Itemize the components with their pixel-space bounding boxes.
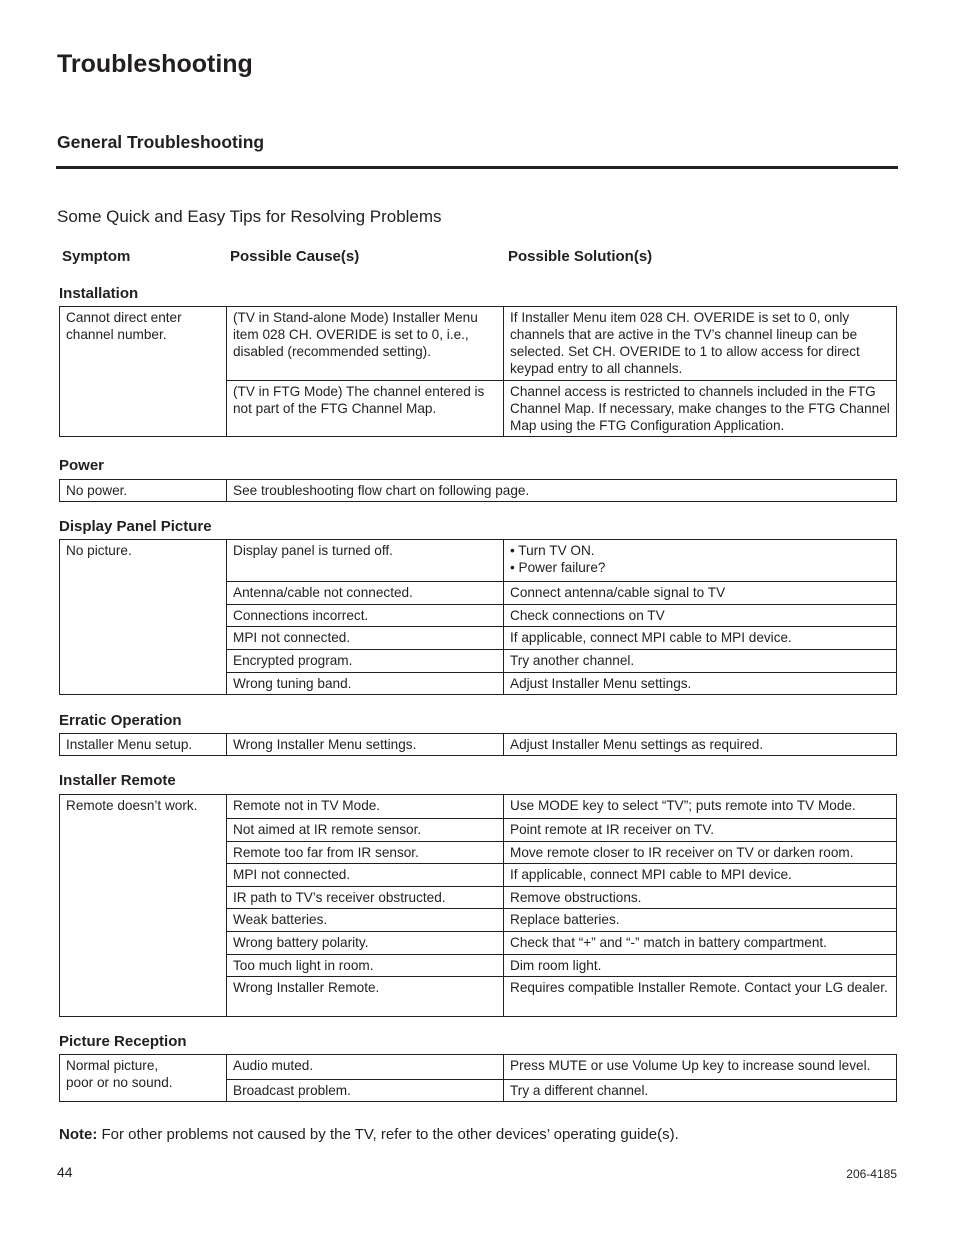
solution-cell: If Installer Menu item 028 CH. OVERIDE is set to 0, only channels that are active in the TV’s channel lineup can be selected. Set CH. OVERIDE to 1 to allow access for direct keypad entry to all channels.: [504, 307, 897, 381]
column-header-cause: Possible Cause(s): [230, 248, 360, 265]
cause-cell: MPI not connected.: [227, 864, 504, 887]
table-row: [60, 1055, 897, 1080]
symptom-cell: No picture.: [60, 540, 227, 695]
symptom-cell: Remote doesn’t work.: [60, 795, 227, 1017]
section-divider: [56, 166, 898, 169]
group-title-display: Display Panel Picture: [59, 518, 212, 535]
document-code: 206-4185: [846, 1167, 897, 1181]
group-title-erratic: Erratic Operation: [59, 712, 182, 729]
page-title: Troubleshooting: [57, 50, 253, 78]
cause-cell: Weak batteries.: [227, 909, 504, 932]
table-row: [60, 480, 897, 502]
symptom-cell: [60, 1055, 227, 1102]
solution-cell: Connect antenna/cable signal to TV: [504, 582, 897, 605]
solution-cell: Adjust Installer Menu settings as required.: [504, 734, 897, 756]
symptom-cell: Installer Menu setup.: [60, 734, 227, 756]
solution-cell: Check that “+” and “-” match in battery compartment.: [504, 932, 897, 955]
note: [59, 1126, 679, 1143]
solution-cell: Dim room light.: [504, 955, 897, 977]
solution-cell: Press MUTE or use Volume Up key to increase sound level.: [504, 1055, 897, 1080]
symptom-line: poor or no sound.: [66, 1075, 173, 1090]
solution-cell: If applicable, connect MPI cable to MPI device.: [504, 864, 897, 887]
cause-cell: (TV in Stand-alone Mode) Installer Menu item 028 CH. OVERIDE is set to 0, i.e., disabled (recommended setting).: [227, 307, 504, 381]
solution-cell: If applicable, connect MPI cable to MPI device.: [504, 627, 897, 650]
reception-table: [59, 1054, 897, 1102]
cause-cell: MPI not connected.: [227, 627, 504, 650]
column-header-symptom: Symptom: [62, 248, 131, 265]
power-table: [59, 479, 897, 502]
erratic-table: [59, 733, 897, 756]
cause-cell: Wrong Installer Menu settings.: [227, 734, 504, 756]
solution-cell: Try a different channel.: [504, 1080, 897, 1102]
group-title-power: Power: [59, 457, 105, 474]
subtitle: Some Quick and Easy Tips for Resolving Problems: [57, 207, 442, 226]
solution-cell: Channel access is restricted to channels included in the FTG Channel Map. If necessary, make changes to the FTG Channel Map using the FTG Configuration Application.: [504, 381, 897, 437]
table-row: [60, 795, 897, 819]
table-row: [60, 540, 897, 582]
solution-cell: [504, 540, 897, 582]
bullet-item: • Turn TV ON.: [510, 542, 890, 559]
cause-cell: Wrong battery polarity.: [227, 932, 504, 955]
installation-table: [59, 306, 897, 437]
cause-cell: Wrong Installer Remote.: [227, 977, 504, 1017]
solution-cell: Check connections on TV: [504, 605, 897, 627]
solution-cell: Remove obstructions.: [504, 887, 897, 909]
cause-cell: Audio muted.: [227, 1055, 504, 1080]
group-title-remote: Installer Remote: [59, 772, 176, 789]
symptom-cell: Cannot direct enter channel number.: [60, 307, 227, 437]
table-row: [60, 307, 897, 381]
solution-cell: Adjust Installer Menu settings.: [504, 673, 897, 695]
cause-cell: Not aimed at IR remote sensor.: [227, 819, 504, 842]
solution-cell: Requires compatible Installer Remote. Contact your LG dealer.: [504, 977, 897, 1017]
cause-cell: Remote too far from IR sensor.: [227, 842, 504, 864]
solution-cell: Use MODE key to select “TV”; puts remote into TV Mode.: [504, 795, 897, 819]
cause-cell: Antenna/cable not connected.: [227, 582, 504, 605]
group-title-installation: Installation: [59, 285, 139, 302]
solution-cell: Move remote closer to IR receiver on TV or darken room.: [504, 842, 897, 864]
note-label: Note:: [59, 1126, 98, 1143]
solution-bullets: [510, 542, 890, 576]
cause-cell: Broadcast problem.: [227, 1080, 504, 1102]
solution-cell: Point remote at IR receiver on TV.: [504, 819, 897, 842]
solution-cell: See troubleshooting flow chart on following page.: [227, 480, 897, 502]
display-table: [59, 539, 897, 695]
note-text: For other problems not caused by the TV, refer to the other devices’ operating guide(s).: [97, 1126, 679, 1143]
cause-cell: Connections incorrect.: [227, 605, 504, 627]
cause-cell: Wrong tuning band.: [227, 673, 504, 695]
cause-cell: Remote not in TV Mode.: [227, 795, 504, 819]
solution-cell: Try another channel.: [504, 650, 897, 673]
symptom-cell: No power.: [60, 480, 227, 502]
cause-cell: (TV in FTG Mode) The channel entered is not part of the FTG Channel Map.: [227, 381, 504, 437]
remote-table: [59, 794, 897, 1017]
cause-cell: Encrypted program.: [227, 650, 504, 673]
solution-cell: Replace batteries.: [504, 909, 897, 932]
group-title-reception: Picture Reception: [59, 1033, 187, 1050]
section-title: General Troubleshooting: [57, 132, 265, 152]
cause-cell: IR path to TV’s receiver obstructed.: [227, 887, 504, 909]
page-number: 44: [57, 1164, 73, 1180]
table-row: [60, 734, 897, 756]
bullet-item: • Power failure?: [510, 559, 890, 576]
symptom-line: Normal picture,: [66, 1058, 159, 1073]
cause-cell: Display panel is turned off.: [227, 540, 504, 582]
cause-cell: Too much light in room.: [227, 955, 504, 977]
column-header-solution: Possible Solution(s): [508, 248, 653, 265]
